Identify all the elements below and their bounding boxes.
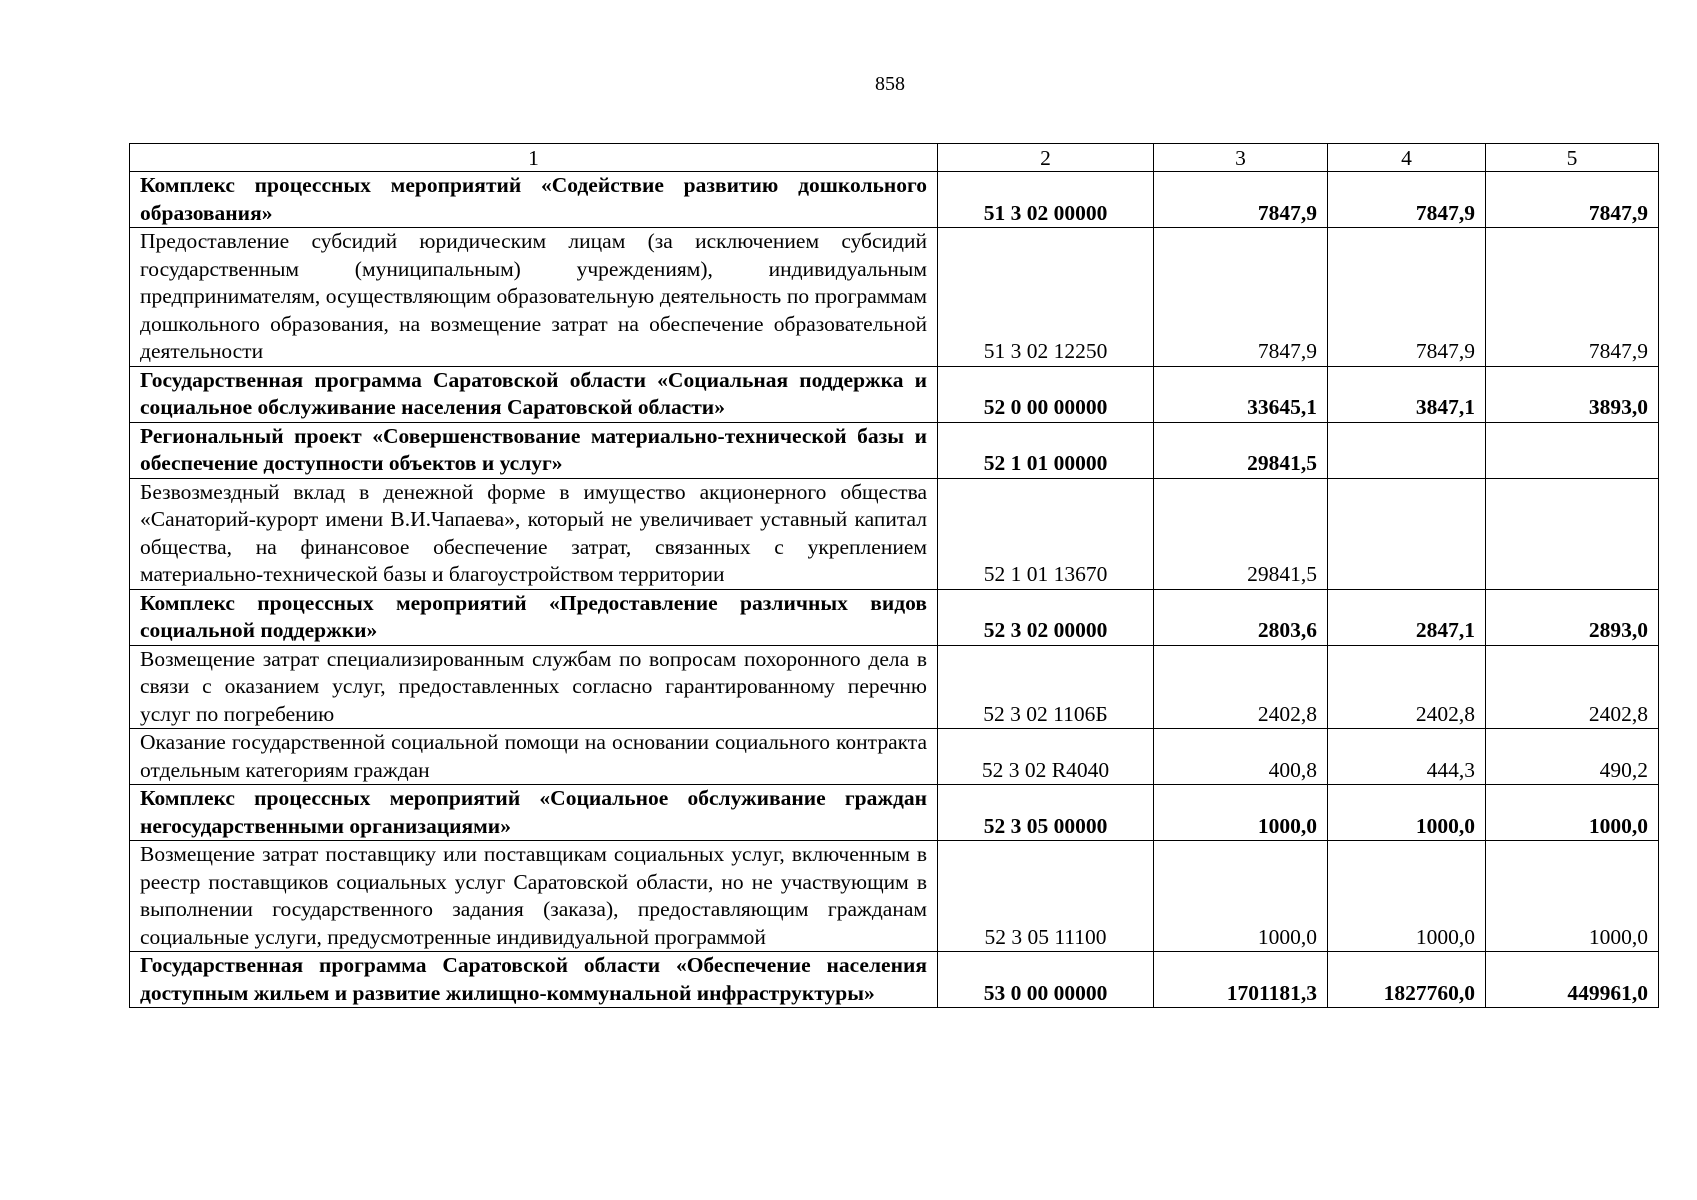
- row-code: 51 3 02 00000: [938, 172, 1154, 228]
- table-row: [130, 841, 1659, 952]
- column-header: 4: [1328, 144, 1486, 172]
- row-name: Возмещение затрат специализированным службам по вопросам похоронного дела в связи с оказанием услуг, предоставленных согласно гарантированному перечню услуг по погребению: [130, 645, 938, 729]
- row-value-col4: 2847,1: [1328, 589, 1486, 645]
- row-name: Государственная программа Саратовской области «Обеспечение населения доступным жильем и развитие жилищно-коммунальной инфраструктуры»: [130, 952, 938, 1008]
- row-code: 53 0 00 00000: [938, 952, 1154, 1008]
- row-code: 52 1 01 00000: [938, 422, 1154, 478]
- row-value-col4: 1827760,0: [1328, 952, 1486, 1008]
- row-name: Предоставление субсидий юридическим лицам (за исключением субсидий государственным (муниципальным) учреждениям), индивидуальным предпринимателям, осуществляющим образовательную деятельность по программам дошкольного образования, на возмещение затрат на обеспечение образовательной деятельности: [130, 228, 938, 367]
- row-code: 51 3 02 12250: [938, 228, 1154, 367]
- column-header: 2: [938, 144, 1154, 172]
- row-value-col3: 7847,9: [1154, 172, 1328, 228]
- row-code: 52 3 05 11100: [938, 841, 1154, 952]
- table-row: [130, 645, 1659, 729]
- column-header: 5: [1486, 144, 1659, 172]
- row-value-col3: 2803,6: [1154, 589, 1328, 645]
- row-value-col5: [1486, 478, 1659, 589]
- row-value-col4: 7847,9: [1328, 228, 1486, 367]
- row-value-col4: [1328, 478, 1486, 589]
- row-value-col5: 490,2: [1486, 729, 1659, 785]
- row-value-col4: 1000,0: [1328, 841, 1486, 952]
- row-value-col4: 3847,1: [1328, 366, 1486, 422]
- row-value-col3: 33645,1: [1154, 366, 1328, 422]
- table-row: [130, 366, 1659, 422]
- column-header: 3: [1154, 144, 1328, 172]
- row-code: 52 3 05 00000: [938, 785, 1154, 841]
- row-name: Безвозмездный вклад в денежной форме в имущество акционерного общества «Санаторий-курорт имени В.И.Чапаева», который не увеличивает уставный капитал общества, на финансовое обеспечение затрат, связанных с укреплением материально-технической базы и благоустройством территории: [130, 478, 938, 589]
- row-value-col3: 1000,0: [1154, 785, 1328, 841]
- row-value-col5: 1000,0: [1486, 841, 1659, 952]
- row-code: 52 0 00 00000: [938, 366, 1154, 422]
- table-header-row: [130, 144, 1659, 172]
- column-header: 1: [130, 144, 938, 172]
- row-value-col5: 3893,0: [1486, 366, 1659, 422]
- row-value-col5: 2893,0: [1486, 589, 1659, 645]
- table-row: [130, 478, 1659, 589]
- page-number: 858: [875, 73, 905, 95]
- row-code: 52 3 02 00000: [938, 589, 1154, 645]
- budget-table: [129, 143, 1659, 1008]
- table-row: [130, 589, 1659, 645]
- row-value-col5: 2402,8: [1486, 645, 1659, 729]
- row-value-col5: 7847,9: [1486, 172, 1659, 228]
- row-value-col3: 1701181,3: [1154, 952, 1328, 1008]
- row-value-col3: 2402,8: [1154, 645, 1328, 729]
- row-value-col3: 400,8: [1154, 729, 1328, 785]
- row-value-col3: 29841,5: [1154, 478, 1328, 589]
- row-name: Комплекс процессных мероприятий «Содействие развитию дошкольного образования»: [130, 172, 938, 228]
- row-name: Возмещение затрат поставщику или поставщикам социальных услуг, включенным в реестр поставщиков социальных услуг Саратовской области, но не участвующим в выполнении государственного задания (заказа), предоставляющим гражданам социальные услуги, предусмотренные индивидуальной программой: [130, 841, 938, 952]
- row-name: Государственная программа Саратовской области «Социальная поддержка и социальное обслуживание населения Саратовской области»: [130, 366, 938, 422]
- table-row: [130, 422, 1659, 478]
- row-name: Комплекс процессных мероприятий «Социальное обслуживание граждан негосударственными организациями»: [130, 785, 938, 841]
- row-value-col4: 1000,0: [1328, 785, 1486, 841]
- row-value-col3: 7847,9: [1154, 228, 1328, 367]
- table-row: [130, 952, 1659, 1008]
- row-value-col5: 7847,9: [1486, 228, 1659, 367]
- row-name: Комплекс процессных мероприятий «Предоставление различных видов социальной поддержки»: [130, 589, 938, 645]
- row-value-col3: 29841,5: [1154, 422, 1328, 478]
- row-value-col4: 2402,8: [1328, 645, 1486, 729]
- row-code: 52 3 02 R4040: [938, 729, 1154, 785]
- row-name: Региональный проект «Совершенствование материально-технической базы и обеспечение доступности объектов и услуг»: [130, 422, 938, 478]
- row-value-col4: 444,3: [1328, 729, 1486, 785]
- table-row: [130, 729, 1659, 785]
- row-code: 52 1 01 13670: [938, 478, 1154, 589]
- row-value-col4: [1328, 422, 1486, 478]
- table-row: [130, 785, 1659, 841]
- row-value-col5: [1486, 422, 1659, 478]
- table-row: [130, 172, 1659, 228]
- row-value-col5: 1000,0: [1486, 785, 1659, 841]
- row-name: Оказание государственной социальной помощи на основании социального контракта отдельным категориям граждан: [130, 729, 938, 785]
- row-value-col5: 449961,0: [1486, 952, 1659, 1008]
- row-value-col3: 1000,0: [1154, 841, 1328, 952]
- table-row: [130, 228, 1659, 367]
- row-code: 52 3 02 1106Б: [938, 645, 1154, 729]
- row-value-col4: 7847,9: [1328, 172, 1486, 228]
